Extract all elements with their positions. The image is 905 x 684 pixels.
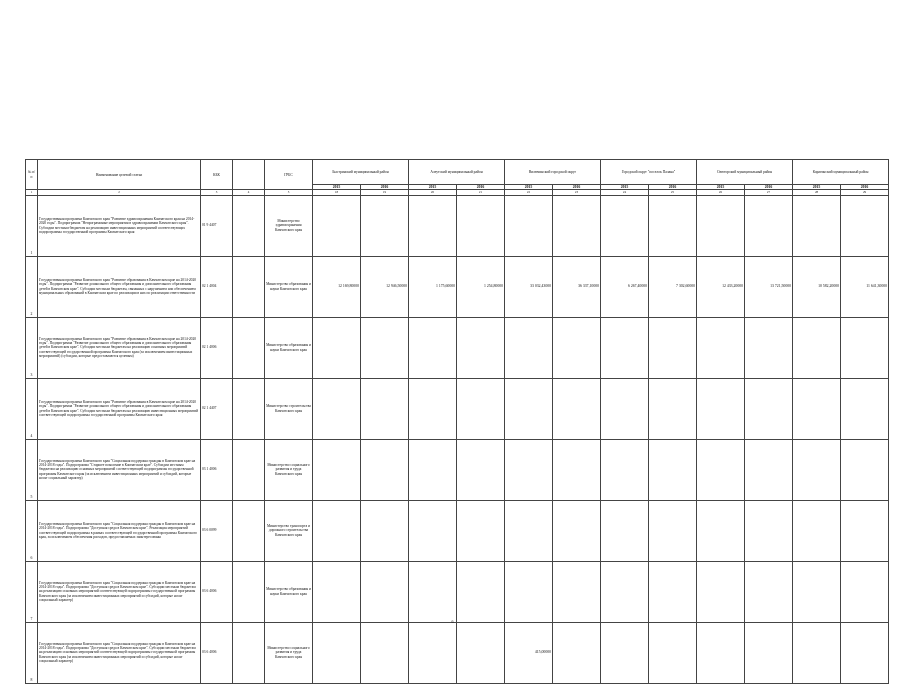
row-grbs: Министерство строительства Камчатского края [265, 378, 313, 439]
year-cell: 2015 [313, 185, 361, 190]
row-value [601, 622, 649, 683]
row-value [553, 500, 601, 561]
column-number: 25 [649, 190, 697, 195]
table-body [26, 195, 889, 683]
row-value [361, 439, 409, 500]
header-district: Вилючинский городской округ [505, 160, 601, 185]
row-value [409, 195, 457, 256]
row-col4 [233, 500, 265, 561]
table-row [26, 256, 889, 317]
row-value [649, 500, 697, 561]
row-value [361, 378, 409, 439]
row-kbk: 02 1 4006 [201, 317, 233, 378]
header-grbs: ГРБС [265, 160, 313, 190]
row-number: 1 [26, 195, 38, 256]
row-grbs: Министерство образования и науки Камчатского края [265, 317, 313, 378]
row-value [553, 195, 601, 256]
row-grbs: Министерство социального развития и труда Камчатского края [265, 439, 313, 500]
row-value [649, 561, 697, 622]
row-value: 7 302,60000 [649, 256, 697, 317]
row-value [553, 622, 601, 683]
row-value: 13 721,50000 [745, 256, 793, 317]
row-value: 1 254,80000 [457, 256, 505, 317]
row-grbs: Министерство здравоохранения Камчатского края [265, 195, 313, 256]
column-number: 2 [38, 190, 201, 195]
column-number: 4 [233, 190, 265, 195]
row-value [745, 439, 793, 500]
column-number: 20 [409, 190, 457, 195]
column-number: 27 [745, 190, 793, 195]
row-value [457, 378, 505, 439]
year-cell: 2015 [409, 185, 457, 190]
row-value [745, 195, 793, 256]
year-cell: 2016 [457, 185, 505, 190]
table-row [26, 317, 889, 378]
row-value [793, 561, 841, 622]
column-number: 19 [361, 190, 409, 195]
row-value [313, 378, 361, 439]
row-value [505, 378, 553, 439]
row-number: 6 [26, 500, 38, 561]
row-kbk: 03 6 4006 [201, 622, 233, 683]
row-value [697, 500, 745, 561]
row-value [313, 439, 361, 500]
row-value [697, 561, 745, 622]
row-value [841, 561, 889, 622]
row-name: Государственная программа Камчатского края "Развитие образования в Камчатском крае на 2014-2020 годы". Подпрограмма "Развитие дошкольного общего образования и дополнительного образования детей в Камчатском крае". Субсидии местным бюджетам, связанных с нарушением или обеспечением муниципальных образований в Камчатском крае по реализации в них по реализации ответственности [38, 256, 201, 317]
row-value [409, 439, 457, 500]
row-value [457, 622, 505, 683]
row-value [457, 195, 505, 256]
row-value [553, 317, 601, 378]
row-value [649, 622, 697, 683]
table-row [26, 561, 889, 622]
table-row [26, 378, 889, 439]
row-name: Государственная программа Камчатского края "Развитие образования в Камчатском крае на 2014-2020 годы". Подпрограмма "Развитие дошкольного общего образования и дополнительного образования детей в Камчатском крае". Субсидии местным бюджетам на реализацию основных мероприятий соответствующей государственной программы Камчатского края (за исключением инвестиционных мероприятий) (субсидии, которые предоставляются целевым) [38, 317, 201, 378]
row-value [601, 500, 649, 561]
row-value [649, 439, 697, 500]
row-value [601, 378, 649, 439]
row-value [601, 561, 649, 622]
row-value [313, 561, 361, 622]
row-value [793, 500, 841, 561]
row-value [841, 317, 889, 378]
row-number: 3 [26, 317, 38, 378]
header-district: Алеутский муниципальный район [409, 160, 505, 185]
row-number: 5 [26, 439, 38, 500]
row-value [361, 195, 409, 256]
row-value [409, 622, 457, 683]
row-value [505, 317, 553, 378]
row-value: 415,00000 [505, 622, 553, 683]
row-value [649, 317, 697, 378]
row-value [697, 622, 745, 683]
row-value [313, 317, 361, 378]
row-number: 4 [26, 378, 38, 439]
row-value [457, 317, 505, 378]
page-number: 6 [451, 619, 454, 624]
row-value [745, 317, 793, 378]
row-value [361, 500, 409, 561]
row-number: 8 [26, 622, 38, 683]
row-kbk: 02 1 4004 [201, 256, 233, 317]
row-col4 [233, 561, 265, 622]
header-district: Карагинский муниципальный район [793, 160, 889, 185]
header-name: Наименование целевой статьи [38, 160, 201, 190]
year-cell: 2016 [553, 185, 601, 190]
row-value [457, 439, 505, 500]
column-number: 24 [601, 190, 649, 195]
row-value [745, 500, 793, 561]
row-col4 [233, 622, 265, 683]
row-name: Государственная программа Камчатского края "Социальная поддержка граждан в Камчатском крае на 2014-2018 годы". Подпрограмма "Доступная среда в Камчатском крае". Субсидии местным бюджетам на реализацию основных мероприятий соответствующей подпрограммы государственной программы Камчатского края (за исключением инвестиционных мероприятий и субсидий, которые носят социальный характер) [38, 561, 201, 622]
row-value [313, 195, 361, 256]
row-value [601, 195, 649, 256]
row-value [745, 378, 793, 439]
row-kbk: 03 6 0099 [201, 500, 233, 561]
row-value [745, 622, 793, 683]
row-value [649, 378, 697, 439]
row-number: 2 [26, 256, 38, 317]
row-kbk: 02 1 4407 [201, 378, 233, 439]
row-value [841, 622, 889, 683]
row-name: Государственная программа Камчатского края "Социальная поддержка граждан в Камчатском крае на 2014-2018 годы". Подпрограмма "Старшее поколение в Камчатском крае". Субсидии местным бюджетам на реализацию основных мероприятий соответствующей подпрограммы государственной программы Камчатского края (за исключением инвестиционных мероприятий и субсидий, которые носят социальный характер) [38, 439, 201, 500]
row-value [841, 378, 889, 439]
row-grbs: Министерство транспорта и дорожного строительства Камчатского края [265, 500, 313, 561]
row-value: 12 433,20000 [697, 256, 745, 317]
year-cell: 2015 [793, 185, 841, 190]
row-value [505, 500, 553, 561]
header-district: Олюторский муниципальный район [697, 160, 793, 185]
row-value: 12 169,80000 [313, 256, 361, 317]
row-value: 10 582,20000 [793, 256, 841, 317]
year-cell: 2016 [841, 185, 889, 190]
row-value [697, 317, 745, 378]
row-value [409, 500, 457, 561]
column-number: 5 [265, 190, 313, 195]
header-num: № п/п [26, 160, 38, 190]
row-value [697, 439, 745, 500]
column-number: 26 [697, 190, 745, 195]
row-value [793, 378, 841, 439]
year-cell: 2016 [361, 185, 409, 190]
row-value [409, 317, 457, 378]
row-value [505, 561, 553, 622]
row-value [505, 439, 553, 500]
row-value [793, 195, 841, 256]
row-value [745, 561, 793, 622]
row-kbk: 03 6 4006 [201, 561, 233, 622]
row-name: Государственная программа Камчатского края "Социальная поддержка граждан в Камчатском крае на 2014-2018 годы". Подпрограмма "Доступная среда в Камчатском крае". Реализация мероприятий соответствующей подпрограммы в рамках соответствующей государственной программы Камчатского края, за исключением обеспечения расходов, предоставляемых заинтересованы [38, 500, 201, 561]
row-value [457, 500, 505, 561]
row-value [649, 195, 697, 256]
header-col4 [233, 160, 265, 190]
row-value [553, 378, 601, 439]
row-value: 33 032,43000 [505, 256, 553, 317]
header-district: Городской округ "поселок Палана" [601, 160, 697, 185]
column-number: 21 [457, 190, 505, 195]
row-value [697, 378, 745, 439]
row-value [361, 317, 409, 378]
row-col4 [233, 317, 265, 378]
table-row [26, 500, 889, 561]
column-number: 3 [201, 190, 233, 195]
row-value: 11 641,30000 [841, 256, 889, 317]
row-name: Государственная программа Камчатского края "Социальная поддержка граждан в Камчатском крае на 2014-2018 годы". Подпрограмма "Доступная среда в Камчатском крае". Субсидии местным бюджетам на реализацию основных мероприятий соответствующей подпрограммы государственной программы Камчатского края (за исключением инвестиционных мероприятий и субсидий, которые носят социальный характер) [38, 622, 201, 683]
year-cell: 2015 [697, 185, 745, 190]
budget-table [25, 159, 889, 684]
header-kbk: КБК [201, 160, 233, 190]
row-col4 [233, 439, 265, 500]
row-value [793, 317, 841, 378]
row-col4 [233, 195, 265, 256]
year-cell: 2016 [745, 185, 793, 190]
row-value [409, 561, 457, 622]
row-kbk: 03 1 4006 [201, 439, 233, 500]
column-number: 18 [313, 190, 361, 195]
row-grbs: Министерство социального развития и труда Камчатского края [265, 622, 313, 683]
row-grbs: Министерство образования и науки Камчатского края [265, 561, 313, 622]
table-header-row [26, 160, 889, 185]
table-row [26, 195, 889, 256]
row-value [841, 195, 889, 256]
row-value [361, 561, 409, 622]
row-grbs: Министерство образования и науки Камчатского края [265, 256, 313, 317]
row-col4 [233, 256, 265, 317]
year-cell: 2016 [649, 185, 697, 190]
row-number: 7 [26, 561, 38, 622]
row-value [841, 439, 889, 500]
year-cell: 2015 [505, 185, 553, 190]
row-value [553, 561, 601, 622]
row-value [457, 561, 505, 622]
column-number: 29 [841, 190, 889, 195]
year-cell: 2015 [601, 185, 649, 190]
column-number: 22 [505, 190, 553, 195]
row-name: Государственная программа Камчатского края "Развитие образования в Камчатском крае на 2014-2020 годы". Подпрограмма "Развитие дошкольного общего образования и дополнительного образования детей в Камчатском крае". Субсидии местным бюджетам на реализацию инвестиционных мероприятий соответствующей подпрограммы государственной программы Камчатского края [38, 378, 201, 439]
row-value [409, 378, 457, 439]
row-value [505, 195, 553, 256]
row-value [793, 622, 841, 683]
row-value [361, 622, 409, 683]
row-value [313, 500, 361, 561]
row-value: 36 337,10000 [553, 256, 601, 317]
table-row [26, 622, 889, 683]
column-number: 28 [793, 190, 841, 195]
row-value: 6 267,40000 [601, 256, 649, 317]
row-kbk: 01 9 4407 [201, 195, 233, 256]
column-number: 1 [26, 190, 38, 195]
row-value [793, 439, 841, 500]
row-value [601, 439, 649, 500]
row-name: Государственная программа Камчатского края "Развитие здравоохранения Камчатского края на 2014-2020 годы". Подпрограмма "Непрограммные мероприятия в здравоохранении Камчатского края". Субсидии местным бюджетам на реализацию инвестиционных мероприятий соответствующих подпрограммы государственной программы Камчатского края [38, 195, 201, 256]
row-value [313, 622, 361, 683]
row-value: 12 946,50000 [361, 256, 409, 317]
row-value: 1 175,60000 [409, 256, 457, 317]
row-value [841, 500, 889, 561]
row-col4 [233, 378, 265, 439]
row-value [601, 317, 649, 378]
column-number: 23 [553, 190, 601, 195]
header-district: Быстринский муниципальный район [313, 160, 409, 185]
row-value [553, 439, 601, 500]
table-row [26, 439, 889, 500]
row-value [697, 195, 745, 256]
